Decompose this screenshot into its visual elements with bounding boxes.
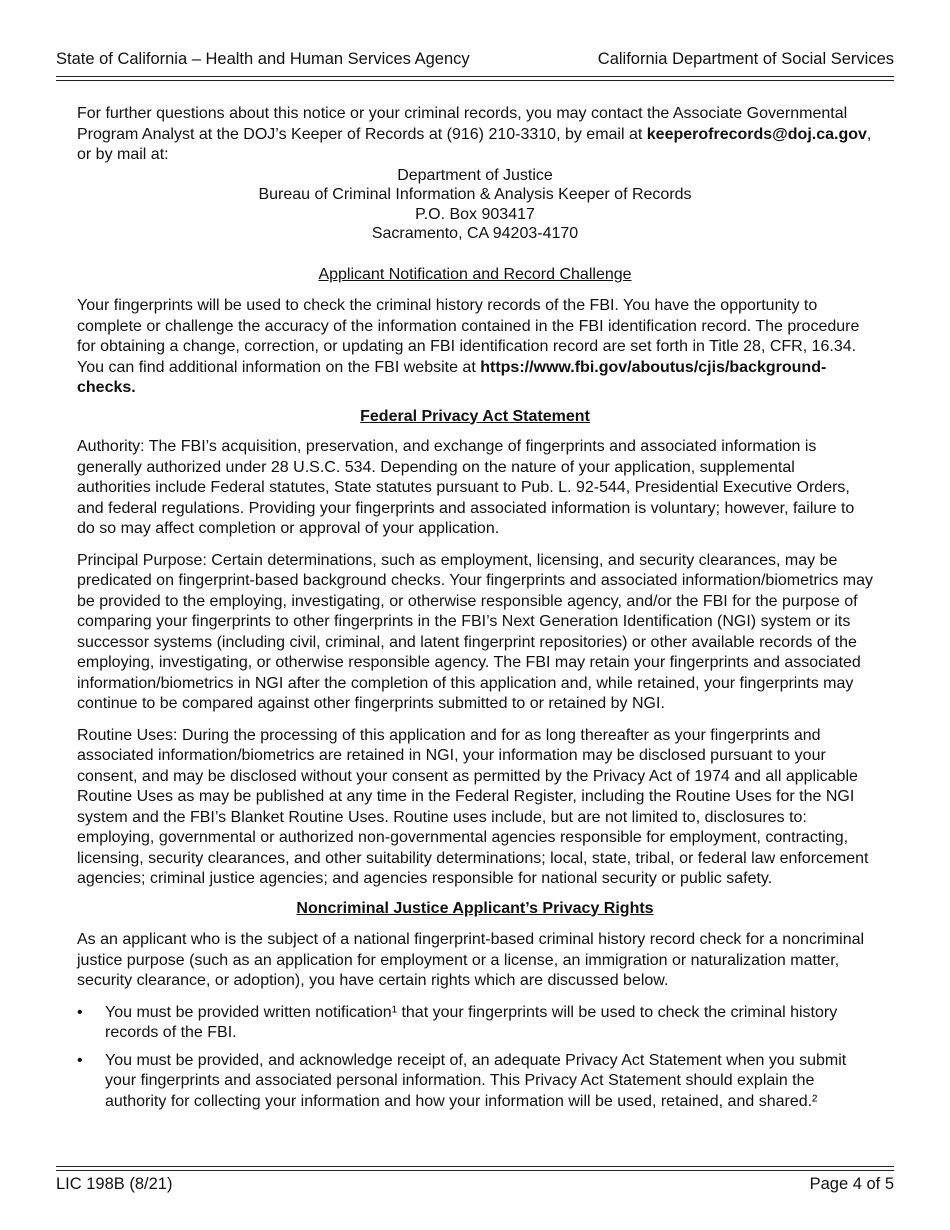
- contact-paragraph: For further questions about this notice or your criminal records, you may contact the Associate Governmental Program Analyst at the DOJ’s Keeper of Records at (916) 210-3310, by email at keeperofrecords@doj.ca.gov, or by mail at:: [77, 105, 872, 163]
- address-line: Sacramento, CA 94203-4170: [371, 225, 579, 242]
- footer-rule-bottom: [56, 1170, 894, 1171]
- mailing-address: [77, 166, 873, 244]
- privacy-rights-list: [77, 1003, 873, 1113]
- page-content: [77, 104, 873, 1112]
- header-rule-top: [56, 76, 894, 77]
- list-item: • You must be provided, and acknowledge receipt of, an adequate Privacy Act Statement when you submit your fingerprints and associated personal information. This Privacy Act Statement should explain the authority for collecting your information and how your information will be used, retained, and shared.²: [77, 1051, 873, 1113]
- page-number: Page 4 of 5: [809, 1175, 894, 1193]
- list-item: • You must be provided written notification¹ that your fingerprints will be used to check the criminal history records of the FBI.: [77, 1003, 873, 1044]
- principal-purpose-paragraph: Principal Purpose: Certain determinations, such as employment, licensing, and security clearances, may be predicated on fingerprint-based background checks. Your fingerprints and associated information/biometrics may be provided to the employing, investigating, or otherwise responsible agency, and/or the FBI for the purpose of comparing your fingerprints to other fingerprints in the FBI’s Next Generation Identification (NGI) system or its successor systems (including civil, criminal, and latent fingerprint repositories) or other available records of the employing, investigating, or otherwise responsible agency. The FBI may retain your fingerprints and associated information/biometrics in NGI after the completion of this application and, while retained, your fingerprints may continue to be compared against other fingerprints submitted to or retained by NGI.: [77, 551, 873, 712]
- page-footer: [56, 1175, 894, 1194]
- header-agency: State of California – Health and Human Services Agency: [56, 50, 470, 68]
- header-department: California Department of Social Services: [597, 50, 894, 68]
- privacy-rights-heading: Noncriminal Justice Applicant’s Privacy Rights: [296, 899, 654, 917]
- fbi-website-link[interactable]: https://www.fbi.gov/aboutus/cjis/background-checks.: [77, 358, 827, 396]
- address-line: Bureau of Criminal Information & Analysis Keeper of Records: [258, 186, 692, 203]
- form-id: LIC 198B (8/21): [56, 1175, 173, 1193]
- contact-email[interactable]: keeperofrecords@doj.ca.gov: [646, 125, 867, 143]
- privacy-act-heading: Federal Privacy Act Statement: [360, 407, 590, 425]
- address-line: Department of Justice: [397, 166, 553, 184]
- privacy-rights-intro: As an applicant who is the subject of a national fingerprint-based criminal history record check for a noncriminal justice purpose (such as an application for employment or a license, an immigration or naturalization matter, security clearance, or adoption), you have certain rights which are discussed below.: [77, 931, 865, 989]
- notification-heading: Applicant Notification and Record Challenge: [318, 265, 632, 283]
- authority-paragraph: Authority: The FBI’s acquisition, preservation, and exchange of fingerprints and associated information is generally authorized under 28 U.S.C. 534. Depending on the nature of your application, supplemental authorities include Federal statutes, State statutes pursuant to Pub. L. 92-544, Presidential Executive Orders, and federal regulations. Providing your fingerprints and associated information is voluntary; however, failure to do so may affect completion or approval of your application.: [77, 438, 855, 537]
- notification-paragraph: Your fingerprints will be used to check the criminal history records of the FBI. You have the opportunity to complete or challenge the accuracy of the information contained in the FBI identification record. The procedure for obtaining a change, correction, or updating an FBI identification record are set forth in Title 28, CFR, 16.34. You can find additional information on the FBI website at https://www.fbi.gov/aboutus/cjis/background-checks.: [77, 297, 860, 396]
- footer-rule-top: [56, 1166, 894, 1167]
- header-rule-bottom: [56, 80, 894, 81]
- page-header: [56, 50, 894, 69]
- routine-uses-paragraph: Routine Uses: During the processing of this application and for as long thereafter as your fingerprints and associated information/biometrics are retained in NGI, your information may be disclosed pursuant to your consent, and may be disclosed without your consent as permitted by the Privacy Act of 1974 and all applicable Routine Uses as may be published at any time in the Federal Register, including the Routine Uses for the NGI system and the FBI’s Blanket Routine Uses. Routine uses include, but are not limited to, disclosures to: employing, governmental or authorized non-governmental agencies responsible for employment, contracting, licensing, security clearances, and other suitability determinations; local, state, tribal, or federal law enforcement agencies; criminal justice agencies; and agencies responsible for national security or public safety.: [77, 726, 869, 887]
- address-line: P.O. Box 903417: [415, 205, 535, 223]
